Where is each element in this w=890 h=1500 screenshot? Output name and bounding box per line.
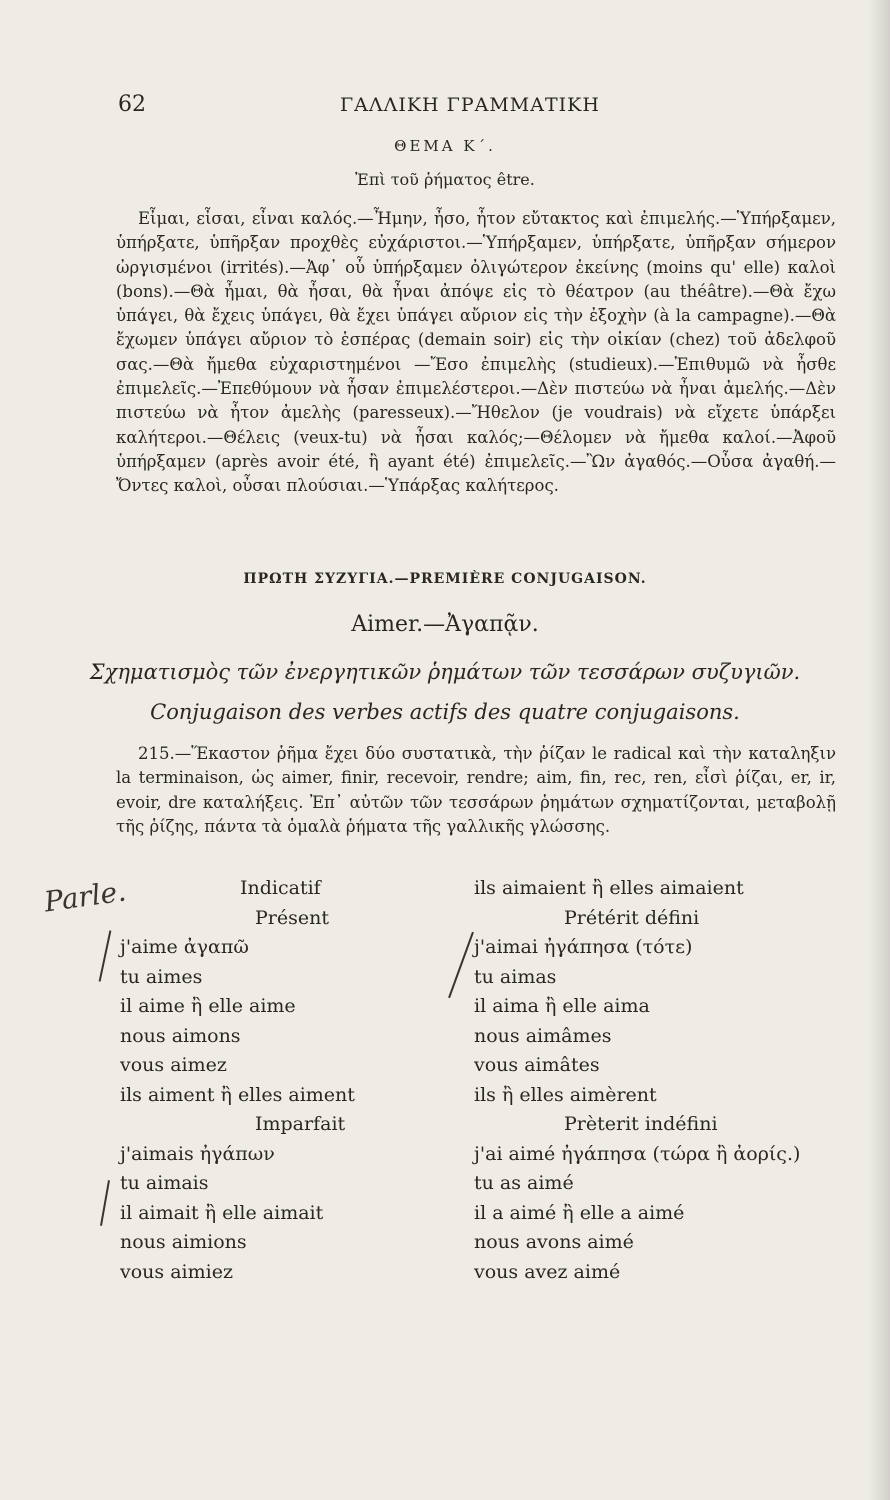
- conjugation-line: tu aimais: [120, 1172, 209, 1194]
- conjugation-line: il aimait ἢ elle aimait: [120, 1201, 324, 1224]
- french-heading: Conjugaison des verbes actifs des quatre conjugaisons.: [150, 700, 740, 724]
- conjugation-line: nous aimions: [120, 1231, 247, 1253]
- tense-label: Imparfait: [255, 1113, 346, 1135]
- pencil-mark: [448, 932, 474, 998]
- section-title: ΠΡΩΤΗ ΣΥΖΥΓΙΑ.—PREMIÈRE CONJUGAISON.: [243, 571, 647, 587]
- conjugation-line: j'aimai ἠγάπησα (τότε): [474, 936, 693, 958]
- verb-title: Aimer.—Ἀγαπᾷν.: [351, 612, 539, 637]
- conjugation-line: il aime ἢ elle aime: [120, 995, 296, 1017]
- greek-heading: Σχηματισμὸς τῶν ἐνεργητικῶν ῥημάτων τῶν τεσσάρων συζυγιῶν.: [89, 660, 801, 684]
- conjugation-line: ils ἢ elles aimèrent: [474, 1083, 657, 1106]
- conjugation-line: tu as aimé: [474, 1172, 574, 1194]
- tense-label: Prèterit indéfini: [564, 1113, 718, 1135]
- running-title: ΓΑΛΛΙΚΗ ΓΡΑΜΜΑΤΙΚΗ: [340, 94, 600, 116]
- theme-subtitle: Ἐπὶ τοῦ ῥήματος être.: [355, 170, 535, 189]
- conjugation-line: vous avez aimé: [474, 1260, 621, 1283]
- theme-title: ΘΕΜΑ Κ΄.: [394, 137, 496, 155]
- conjugation-line: nous avons aimé: [474, 1231, 634, 1253]
- pencil-mark: [99, 930, 112, 981]
- conjugation-left-column: [120, 874, 450, 1287]
- rule-paragraph: 215.—Ἕκαστον ῥῆμα ἔχει δύο συστατικὰ, τὴν ῥίζαν le radical καὶ τὴν καταληξιν la terminaison, ὡς aimer, finir, recevoir, rendre; aim, fin, rec, ren, εἶσὶ ῥίζαι, er, ir, evoir, dre καταλήξεις. Ἐπ᾽ αὐτῶν τῶν τεσσάρων ῥημάτων σχηματίζονται, μεταβολῇ τῆς ῥίζης, πάντα τὰ ὁμαλὰ ῥήματα τῆς γαλλικῆς γλώσσης.: [116, 744, 836, 836]
- handwritten-margin-note: Parle.: [42, 874, 128, 919]
- conjugation-line: ils aimaient ἢ elles aimaient: [474, 877, 744, 899]
- conjugation-line: vous aimâtes: [474, 1054, 600, 1076]
- conjugation-line: il aima ἢ elle aima: [474, 995, 650, 1017]
- conjugation-line: nous aimâmes: [474, 1024, 612, 1047]
- conjugation-line: ils aiment ἢ elles aiment: [120, 1083, 355, 1106]
- conjugation-line: nous aimons: [120, 1024, 241, 1047]
- page-number: 62: [118, 92, 146, 117]
- page-edge-shadow: [868, 0, 890, 1500]
- pencil-mark: [100, 1180, 110, 1226]
- conjugation-line: j'ai aimé ἠγάπησα (τώρα ἢ ἀορίς.): [474, 1142, 801, 1165]
- tense-label: Prétérit défini: [564, 906, 700, 929]
- exercise-paragraph: Εἶμαι, εἶσαι, εἶναι καλός.—Ἦμην, ἦσο, ἦτον εὔτακτος καὶ ἐπιμελής.—Ὑπήρξαμεν, ὑπήρξατε, ὑπῆρξαν πρoχθὲς εὐχάριστοι.—Ὑπήρξαμεν, ὑπήρξατε, ὑπῆρξαν σήμερον ὠργισμένοι (irrités).—Ἀφ᾽ οὗ ὑπήρξαμεν ὀλιγώτερον ἐκείνης (moins qu' elle) καλοὶ (bons).—Θὰ ἦμαι, θὰ ἦσαι, θὰ ἦναι ἀπόψε εἰς τὸ θέατρον (au théâtre).—Θὰ ἔχω ὑπάγει, θὰ ἔχεις ὑπάγει, θὰ ἔχει ὑπάγει αὔριον εἰς τὴν ἐξοχὴν (à la campagne).—Θὰ ἔχωμεν ὑπάγει αὔριον τὸ ἑσπέρας (demain soir) εἰς τὴν οἰκίαν (chez) τοῦ ἀδελφοῦ σας.—Θὰ ἤμεθα εὐχαριστημένοι —Ἔσο ἐπιμελὴς (studieux).—Ἐπιθυμῶ νὰ ἦσθε ἐπιμελεῖς.—Ἐπεθύμουν νὰ ἦσαν ἐπιμελέστεροι.—Δὲν πιστεύω νὰ ἦναι ἀμελής.—Δὲν πιστεύω νὰ ἦτον ἀμελὴς (paresseux).—Ἤθελον (je voudrais) νὰ εἴχετε ὑπάρξει καλήτεροι.—Θέλεις (veux-tu) νὰ ἦσαι καλός;—Θέλομεν νὰ ἤμεθα καλοί.—Ἀφοῦ ὑπήρξαμεν (après avoir été, ἢ ayant été) ἐπιμελεῖς.—Ὢν ἀγαθός.—Οὖσα ἀγαθή.—Ὄντες καλοὶ, οὖσαι πλούσιαι.—Ὑπάρξας καλήτερος.: [116, 209, 836, 496]
- tense-label: Présent: [255, 906, 329, 929]
- conjugation-line: tu aimas: [474, 965, 557, 988]
- conjugation-line: il a aimé ἢ elle a aimé: [474, 1201, 685, 1224]
- conjugation-line: j'aimais ἠγάπων: [120, 1142, 275, 1165]
- conjugation-line: tu aimes: [120, 965, 203, 988]
- mood-label: Indicatif: [240, 877, 321, 899]
- conjugation-right-column: [474, 874, 834, 1287]
- conjugation-line: j'aime ἀγαπῶ: [120, 936, 249, 958]
- conjugation-line: vous aimez: [120, 1054, 227, 1076]
- conjugation-line: vous aimiez: [120, 1260, 233, 1283]
